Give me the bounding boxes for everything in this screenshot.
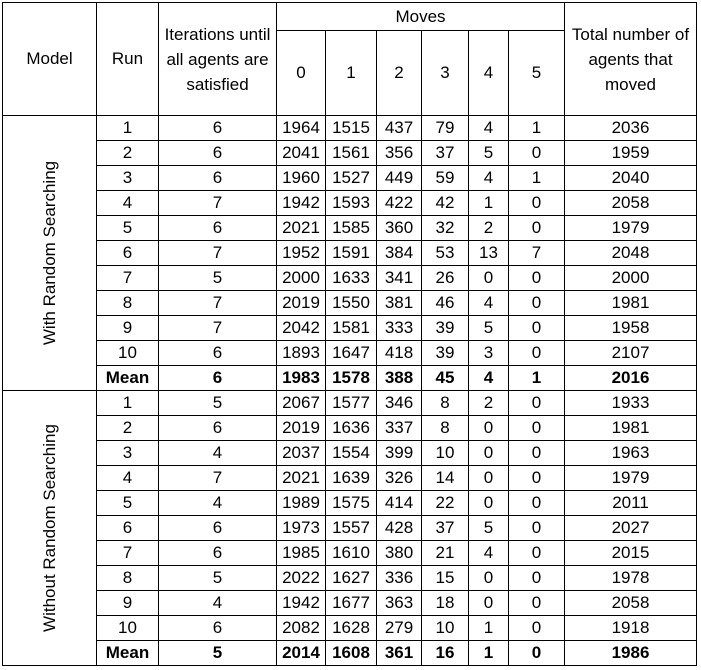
moves-4-cell: 0	[469, 416, 509, 441]
moves-2-cell: 341	[377, 266, 422, 291]
table-row	[3, 491, 697, 516]
table-body	[3, 116, 697, 666]
total-cell: 1978	[565, 566, 697, 591]
run-cell: 3	[97, 166, 159, 191]
run-cell: 9	[97, 591, 159, 616]
mean-label-cell: Mean	[97, 641, 159, 666]
moves-5-cell: 7	[509, 241, 565, 266]
moves-1-cell: 1593	[326, 191, 377, 216]
table-row	[3, 416, 697, 441]
run-cell: 1	[97, 391, 159, 416]
moves-1-cell: 1527	[326, 166, 377, 191]
run-cell: 5	[97, 216, 159, 241]
moves-5-cell: 0	[509, 391, 565, 416]
moves-4-cell: 5	[469, 141, 509, 166]
table-row	[3, 441, 697, 466]
moves-3-cell: 39	[422, 341, 469, 366]
moves-1-cell: 1561	[326, 141, 377, 166]
moves-4-cell: 3	[469, 341, 509, 366]
moves-0-cell: 2041	[277, 141, 326, 166]
total-cell: 2027	[565, 516, 697, 541]
moves-0-cell: 1989	[277, 491, 326, 516]
run-cell: 10	[97, 341, 159, 366]
moves-2-cell: 336	[377, 566, 422, 591]
header-moves-4: 4	[469, 31, 509, 116]
moves-5-cell: 0	[509, 491, 565, 516]
moves-1-cell: 1647	[326, 341, 377, 366]
total-cell: 1986	[565, 641, 697, 666]
moves-5-cell: 0	[509, 341, 565, 366]
moves-3-cell: 53	[422, 241, 469, 266]
moves-0-cell: 1973	[277, 516, 326, 541]
table-row	[3, 266, 697, 291]
moves-5-cell: 1	[509, 366, 565, 391]
moves-4-cell: 0	[469, 591, 509, 616]
moves-5-cell: 0	[509, 141, 565, 166]
total-cell: 1981	[565, 416, 697, 441]
run-cell: 1	[97, 116, 159, 141]
moves-5-cell: 0	[509, 441, 565, 466]
total-cell: 2011	[565, 491, 697, 516]
table-row	[3, 216, 697, 241]
moves-2-cell: 399	[377, 441, 422, 466]
moves-1-cell: 1557	[326, 516, 377, 541]
model-group-cell	[3, 391, 97, 666]
run-cell: 2	[97, 416, 159, 441]
moves-3-cell: 26	[422, 266, 469, 291]
total-cell: 2036	[565, 116, 697, 141]
table-row	[3, 291, 697, 316]
moves-0-cell: 2019	[277, 416, 326, 441]
moves-2-cell: 361	[377, 641, 422, 666]
iterations-cell: 6	[159, 516, 277, 541]
table-row	[3, 241, 697, 266]
header-iterations: Iterations until all agents are satisfied	[159, 3, 277, 116]
moves-5-cell: 0	[509, 266, 565, 291]
total-cell: 1958	[565, 316, 697, 341]
iterations-cell: 6	[159, 166, 277, 191]
header-moves-0: 0	[277, 31, 326, 116]
moves-0-cell: 2042	[277, 316, 326, 341]
total-cell: 2058	[565, 191, 697, 216]
moves-4-cell: 13	[469, 241, 509, 266]
moves-2-cell: 380	[377, 541, 422, 566]
moves-2-cell: 388	[377, 366, 422, 391]
moves-5-cell: 0	[509, 416, 565, 441]
moves-0-cell: 2019	[277, 291, 326, 316]
mean-label-cell: Mean	[97, 366, 159, 391]
moves-4-cell: 1	[469, 616, 509, 641]
moves-3-cell: 14	[422, 466, 469, 491]
moves-0-cell: 2022	[277, 566, 326, 591]
moves-0-cell: 1964	[277, 116, 326, 141]
model-group-label: With Random Searching	[39, 160, 59, 346]
total-cell: 1959	[565, 141, 697, 166]
table-header	[3, 3, 697, 116]
iterations-cell: 4	[159, 441, 277, 466]
moves-2-cell: 384	[377, 241, 422, 266]
total-cell: 1981	[565, 291, 697, 316]
moves-5-cell: 0	[509, 541, 565, 566]
moves-3-cell: 10	[422, 616, 469, 641]
moves-3-cell: 15	[422, 566, 469, 591]
header-moves-5: 5	[509, 31, 565, 116]
moves-2-cell: 428	[377, 516, 422, 541]
moves-3-cell: 45	[422, 366, 469, 391]
moves-3-cell: 37	[422, 516, 469, 541]
moves-3-cell: 39	[422, 316, 469, 341]
moves-0-cell: 2037	[277, 441, 326, 466]
total-cell: 1979	[565, 216, 697, 241]
moves-3-cell: 59	[422, 166, 469, 191]
table-row	[3, 141, 697, 166]
moves-5-cell: 0	[509, 591, 565, 616]
iterations-cell: 5	[159, 266, 277, 291]
moves-3-cell: 22	[422, 491, 469, 516]
moves-4-cell: 4	[469, 166, 509, 191]
moves-1-cell: 1578	[326, 366, 377, 391]
total-cell: 1979	[565, 466, 697, 491]
moves-2-cell: 360	[377, 216, 422, 241]
total-cell: 2000	[565, 266, 697, 291]
table-row	[3, 341, 697, 366]
mean-row	[3, 641, 697, 666]
moves-4-cell: 0	[469, 441, 509, 466]
iterations-cell: 6	[159, 141, 277, 166]
total-cell: 2058	[565, 591, 697, 616]
moves-0-cell: 1942	[277, 591, 326, 616]
run-cell: 5	[97, 491, 159, 516]
moves-0-cell: 1942	[277, 191, 326, 216]
iterations-cell: 7	[159, 466, 277, 491]
iterations-cell: 7	[159, 291, 277, 316]
moves-2-cell: 381	[377, 291, 422, 316]
table-row	[3, 516, 697, 541]
moves-4-cell: 4	[469, 291, 509, 316]
run-cell: 6	[97, 516, 159, 541]
header-moves: Moves	[277, 3, 565, 31]
moves-0-cell: 1952	[277, 241, 326, 266]
moves-4-cell: 4	[469, 366, 509, 391]
moves-1-cell: 1633	[326, 266, 377, 291]
table-row	[3, 191, 697, 216]
moves-5-cell: 1	[509, 166, 565, 191]
run-cell: 4	[97, 466, 159, 491]
moves-0-cell: 2067	[277, 391, 326, 416]
moves-1-cell: 1577	[326, 391, 377, 416]
moves-5-cell: 0	[509, 616, 565, 641]
moves-5-cell: 0	[509, 516, 565, 541]
run-cell: 8	[97, 566, 159, 591]
moves-0-cell: 1893	[277, 341, 326, 366]
moves-2-cell: 414	[377, 491, 422, 516]
results-table	[2, 2, 697, 666]
table-row	[3, 116, 697, 141]
run-cell: 9	[97, 316, 159, 341]
moves-4-cell: 5	[469, 516, 509, 541]
header-run: Run	[97, 3, 159, 116]
moves-4-cell: 2	[469, 391, 509, 416]
moves-2-cell: 337	[377, 416, 422, 441]
iterations-cell: 6	[159, 341, 277, 366]
moves-0-cell: 2000	[277, 266, 326, 291]
iterations-cell: 6	[159, 116, 277, 141]
table-row	[3, 591, 697, 616]
run-cell: 7	[97, 541, 159, 566]
table-row	[3, 616, 697, 641]
moves-3-cell: 18	[422, 591, 469, 616]
moves-1-cell: 1591	[326, 241, 377, 266]
moves-5-cell: 0	[509, 466, 565, 491]
total-cell: 2040	[565, 166, 697, 191]
moves-4-cell: 1	[469, 191, 509, 216]
moves-4-cell: 5	[469, 316, 509, 341]
table-row	[3, 391, 697, 416]
total-cell: 2016	[565, 366, 697, 391]
moves-1-cell: 1610	[326, 541, 377, 566]
iterations-cell: 5	[159, 391, 277, 416]
moves-1-cell: 1639	[326, 466, 377, 491]
moves-0-cell: 1985	[277, 541, 326, 566]
moves-2-cell: 326	[377, 466, 422, 491]
moves-3-cell: 37	[422, 141, 469, 166]
moves-1-cell: 1628	[326, 616, 377, 641]
iterations-cell: 7	[159, 191, 277, 216]
header-moves-1: 1	[326, 31, 377, 116]
iterations-cell: 5	[159, 641, 277, 666]
run-cell: 3	[97, 441, 159, 466]
total-cell: 2048	[565, 241, 697, 266]
moves-0-cell: 2082	[277, 616, 326, 641]
moves-4-cell: 4	[469, 541, 509, 566]
run-cell: 8	[97, 291, 159, 316]
moves-0-cell: 1983	[277, 366, 326, 391]
iterations-cell: 4	[159, 491, 277, 516]
moves-4-cell: 2	[469, 216, 509, 241]
moves-2-cell: 363	[377, 591, 422, 616]
moves-5-cell: 0	[509, 316, 565, 341]
moves-1-cell: 1627	[326, 566, 377, 591]
moves-1-cell: 1581	[326, 316, 377, 341]
iterations-cell: 6	[159, 216, 277, 241]
iterations-cell: 6	[159, 616, 277, 641]
moves-2-cell: 279	[377, 616, 422, 641]
moves-3-cell: 8	[422, 391, 469, 416]
moves-1-cell: 1636	[326, 416, 377, 441]
moves-4-cell: 0	[469, 266, 509, 291]
iterations-cell: 7	[159, 316, 277, 341]
moves-5-cell: 0	[509, 566, 565, 591]
moves-5-cell: 0	[509, 641, 565, 666]
moves-3-cell: 46	[422, 291, 469, 316]
table-row	[3, 541, 697, 566]
moves-3-cell: 79	[422, 116, 469, 141]
moves-1-cell: 1554	[326, 441, 377, 466]
moves-3-cell: 10	[422, 441, 469, 466]
moves-0-cell: 2021	[277, 216, 326, 241]
moves-1-cell: 1550	[326, 291, 377, 316]
moves-1-cell: 1677	[326, 591, 377, 616]
run-cell: 6	[97, 241, 159, 266]
moves-1-cell: 1515	[326, 116, 377, 141]
model-group-label: Without Random Searching	[39, 424, 59, 632]
iterations-cell: 6	[159, 366, 277, 391]
moves-0-cell: 2021	[277, 466, 326, 491]
moves-3-cell: 42	[422, 191, 469, 216]
moves-1-cell: 1575	[326, 491, 377, 516]
moves-3-cell: 32	[422, 216, 469, 241]
table-row	[3, 566, 697, 591]
total-cell: 1963	[565, 441, 697, 466]
table-row	[3, 166, 697, 191]
iterations-cell: 6	[159, 416, 277, 441]
moves-5-cell: 0	[509, 291, 565, 316]
moves-4-cell: 4	[469, 116, 509, 141]
moves-4-cell: 1	[469, 641, 509, 666]
moves-2-cell: 333	[377, 316, 422, 341]
moves-3-cell: 8	[422, 416, 469, 441]
moves-2-cell: 356	[377, 141, 422, 166]
run-cell: 10	[97, 616, 159, 641]
run-cell: 7	[97, 266, 159, 291]
moves-2-cell: 346	[377, 391, 422, 416]
iterations-cell: 4	[159, 591, 277, 616]
total-cell: 2107	[565, 341, 697, 366]
moves-4-cell: 0	[469, 466, 509, 491]
moves-2-cell: 418	[377, 341, 422, 366]
moves-1-cell: 1585	[326, 216, 377, 241]
table-row	[3, 466, 697, 491]
moves-2-cell: 449	[377, 166, 422, 191]
model-group-cell	[3, 116, 97, 391]
iterations-cell: 5	[159, 566, 277, 591]
moves-4-cell: 0	[469, 491, 509, 516]
run-cell: 4	[97, 191, 159, 216]
moves-5-cell: 0	[509, 216, 565, 241]
moves-3-cell: 16	[422, 641, 469, 666]
header-moves-3: 3	[422, 31, 469, 116]
iterations-cell: 6	[159, 541, 277, 566]
iterations-cell: 7	[159, 241, 277, 266]
mean-row	[3, 366, 697, 391]
moves-0-cell: 2014	[277, 641, 326, 666]
moves-3-cell: 21	[422, 541, 469, 566]
run-cell: 2	[97, 141, 159, 166]
header-moves-2: 2	[377, 31, 422, 116]
moves-0-cell: 1960	[277, 166, 326, 191]
total-cell: 1933	[565, 391, 697, 416]
moves-2-cell: 437	[377, 116, 422, 141]
moves-2-cell: 422	[377, 191, 422, 216]
moves-1-cell: 1608	[326, 641, 377, 666]
moves-5-cell: 0	[509, 191, 565, 216]
total-cell: 1918	[565, 616, 697, 641]
header-model: Model	[3, 3, 97, 116]
table-row	[3, 316, 697, 341]
moves-4-cell: 0	[469, 566, 509, 591]
header-total-agents: Total number of agents that moved	[565, 3, 697, 116]
total-cell: 2015	[565, 541, 697, 566]
moves-5-cell: 1	[509, 116, 565, 141]
